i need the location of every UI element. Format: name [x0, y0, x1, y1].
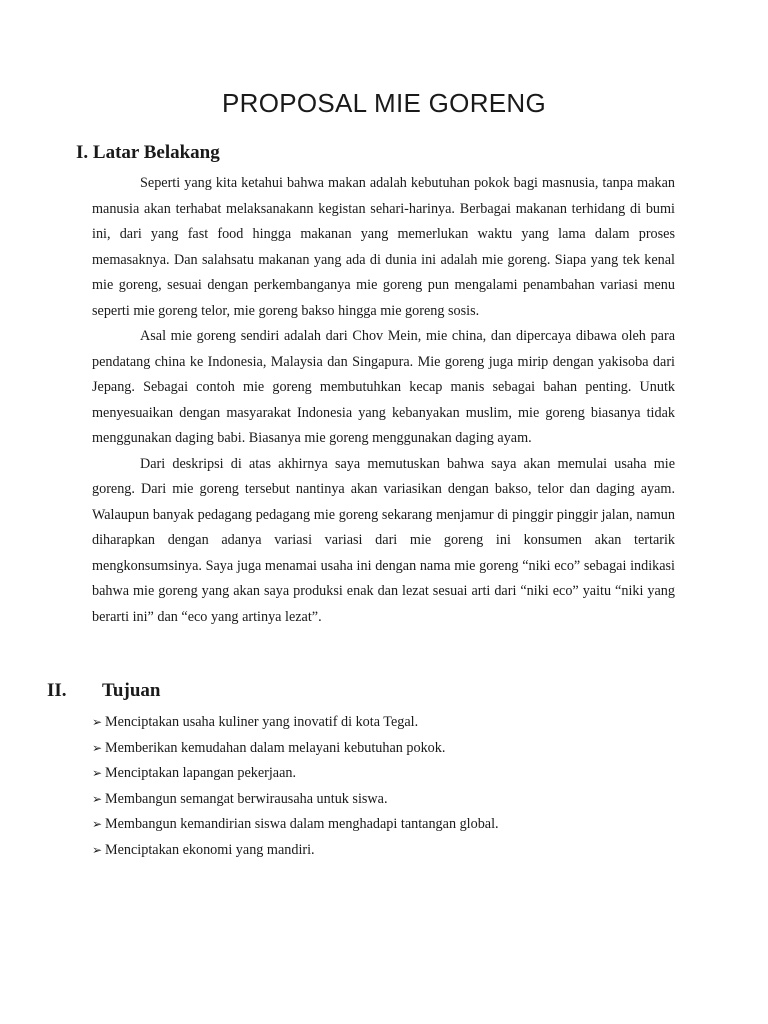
list-item-text: Membangun kemandirian siswa dalam menghadapi tantangan global.: [105, 816, 499, 832]
paragraph: Asal mie goreng sendiri adalah dari Chov Mein, mie china, dan dipercaya dibawa oleh para pendatang china ke Indonesia, Malaysia dan Singapura. Mie goreng juga mirip dengan yakisoba dari Jepang. Sebagai contoh mie goreng membutuhkan kecap manis sebagai bahan penting. Unutk menyesuaikan dengan masyarakat Indonesia yang kebanyakan muslim, mie goreng biasanya tidak menggunakan daging babi. Biasanya mie goreng menggunakan daging ayam.: [92, 328, 675, 446]
list-item-text: Menciptakan ekonomi yang mandiri.: [105, 841, 315, 858]
paragraph: Seperti yang kita ketahui bahwa makan adalah kebutuhan pokok bagi masnusia, tanpa makan manusia akan terhabat melaksanakann kegistan sehari-harinya. Berbagai makanan terhidang di bumi ini, dari yang fast food hingga makanan yang memerlukan waktu yang lama dalam proses memasaknya. Dan salahsatu makanan yang ada di dunia ini adalah mie goreng. Siapa yang tek kenal mie goreng, sesuai dengan perkembanganya mie goreng pun mengalami penambahan variasi menu seperti mie goreng telor, mie goreng bakso hingga mie goreng sosis.: [92, 175, 675, 319]
arrow-bullet-icon: ➢: [92, 817, 103, 831]
section-heading-latar-belakang: I. Latar Belakang: [76, 142, 220, 163]
list-item: [92, 710, 692, 736]
list-item-text: Menciptakan usaha kuliner yang inovatif di kota Tegal.: [105, 714, 419, 730]
section-body-latar-belakang: [92, 171, 675, 630]
section-heading-tujuan: Tujuan: [102, 680, 161, 701]
document-title: PROPOSAL MIE GORENG: [221, 88, 547, 118]
list-item: [92, 838, 692, 864]
section-number-tujuan: II.: [47, 680, 67, 701]
list-item-text: Membangun semangat berwirausaha untuk siswa.: [105, 790, 388, 807]
objectives-list: [92, 710, 692, 863]
arrow-bullet-icon: ➢: [92, 740, 103, 755]
list-item: [92, 787, 692, 813]
list-item: [92, 736, 692, 762]
list-item-text: Memberikan kemudahan dalam melayani kebutuhan pokok.: [105, 739, 446, 756]
list-item: [92, 761, 692, 787]
arrow-bullet-icon: ➢: [92, 842, 103, 857]
arrow-bullet-icon: ➢: [92, 715, 103, 729]
paragraph: Dari deskripsi di atas akhirnya saya memutuskan bahwa saya akan memulai usaha mie goreng. Dari mie goreng tersebut nantinya akan variasikan dengan bakso, telor dan daging ayam. Walaupun banyak pedagang pedagang mie goreng sekarang menjamur di pinggir pinggir jalan, namun diharapkan dengan adanya variasi variasi dari mie goreng ini konsumen akan tertarik mengkonsumsinya. Saya juga menamai usaha ini dengan nama mie goreng “niki eco” sebagai indikasi bahwa mie goreng yang akan saya produksi enak dan lezat sesuai arti dari “niki eco” yaitu “niki yang berarti ini” dan “eco yang artinya lezat”.: [92, 455, 675, 625]
arrow-bullet-icon: ➢: [92, 791, 103, 806]
list-item-text: Menciptakan lapangan pekerjaan.: [105, 765, 297, 781]
arrow-bullet-icon: ➢: [92, 766, 103, 780]
list-item: [92, 812, 692, 838]
